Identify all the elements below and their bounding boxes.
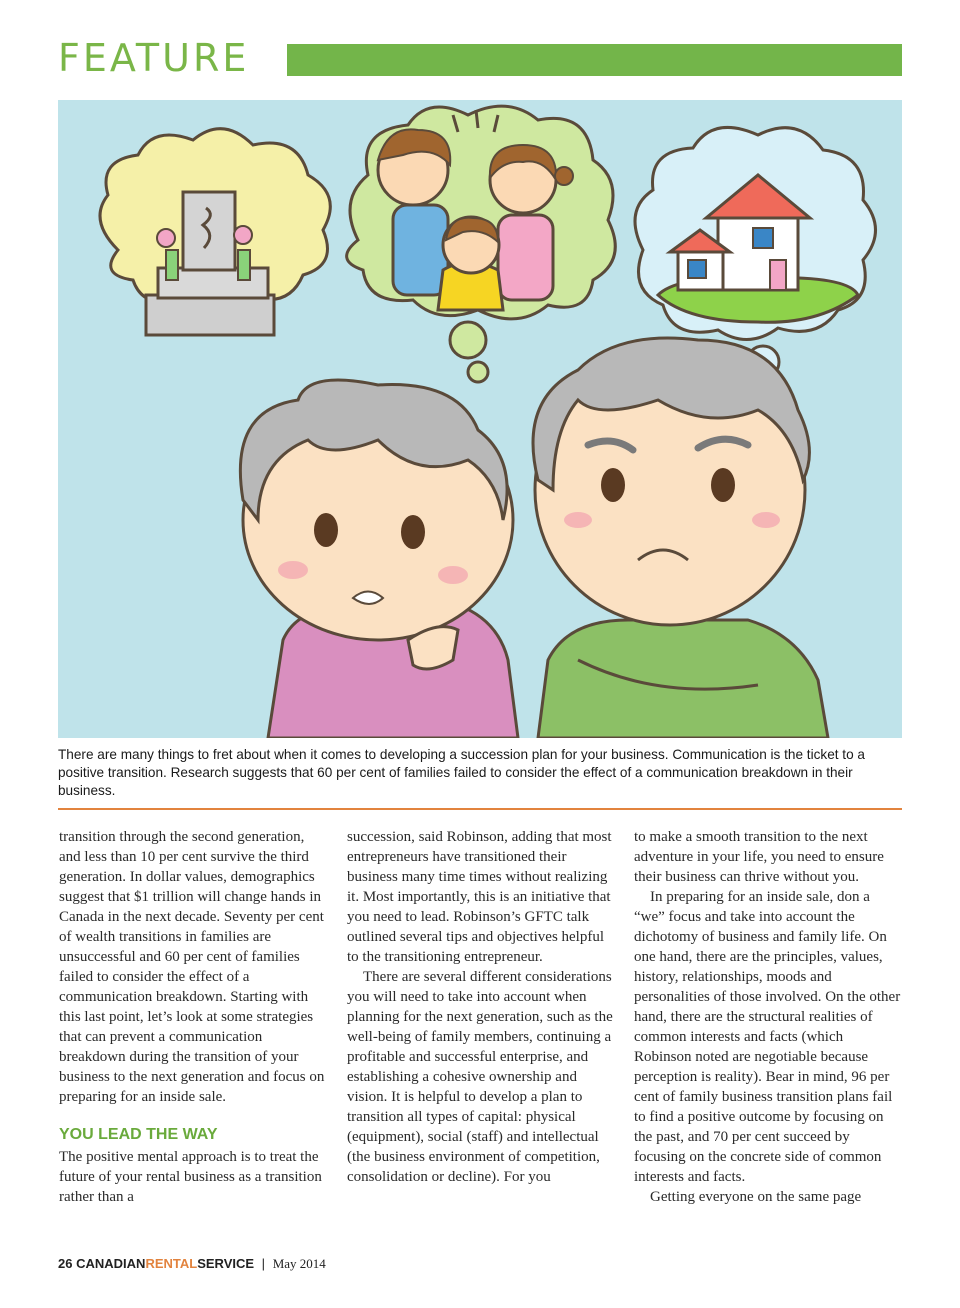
page-number: 26 [58, 1256, 73, 1271]
grandfather-figure [533, 338, 828, 738]
magazine-name-part1: CANADIAN [76, 1256, 146, 1271]
article-paragraph: Getting everyone on the same page [650, 1189, 862, 1205]
article-column-3 [634, 827, 904, 1207]
section-label: FEATURE [58, 36, 250, 80]
illustration-caption: There are many things to fret about when it comes to developing a succession plan for your business. Communication is the ticket to a positive transition. Research suggests that 60 per cent of families failed to consider the effect of a communication breakdown in their business. [58, 747, 865, 798]
caption-divider [58, 808, 902, 810]
article-column-2 [347, 827, 617, 1187]
article-paragraph: In preparing for an inside sale, don a “we” focus and take into account the dichotomy of business and family life. On one hand, there are the principles, values, history, relationships, moods and personalities of those involved. On the other hand, there are the structural realities of common interests and facts (which Robinson noted are negotiable because perception is reality). Bear in mind, 96 per cent of family business transition plans fail to find a positive outcome by focusing on the past, and 70 per cent succeed by focusing on the concrete side of common interests and facts. [634, 889, 901, 1185]
article-paragraph: There are several different considerations you will need to take into account when planning for the next generation, such as the well-being of family members, continuing a profitable and successful enterprise, and establishing a cohesive ownership and vision. It is helpful to develop a plan to transition all types of capital: physical (equipment), social (staff) and intellectual (the business environment of competition, consolidation or decline). For you [347, 969, 613, 1185]
magazine-name-part3: SERVICE [197, 1256, 255, 1271]
header-accent-bar [287, 44, 902, 76]
article-paragraph: transition through the second generation, and less than 10 per cent survive the third generation. In dollar values, demographics suggest that $1 trillion will change hands in Canada in the next decade. Seventy per cent of wealth transitions in families are unsuccessful and 60 per cent of families failed to consider the effect of a communication breakdown. Starting with this last point, let’s look at some strategies that can prevent a communication breakdown during the transition of your business to the next generation and focus on preparing for an inside sale. [59, 829, 325, 1105]
magazine-name-part2: RENTAL [145, 1256, 198, 1271]
article-column-1 [59, 827, 329, 1207]
issue-date: May 2014 [272, 1256, 326, 1271]
article-paragraph: succession, said Robinson, adding that most entrepreneurs have transitioned their business many time times without realizing it. Most importantly, this is an initiative that you need to lead. Robinson’s GFTC talk outlined several tips and objectives helpful to the transitioning entrepreneur. [347, 829, 612, 965]
section-subhead: YOU LEAD THE WAY [59, 1126, 218, 1143]
article-paragraph: to make a smooth transition to the next adventure in your life, you need to ensure their business can thrive without you. [634, 829, 884, 885]
article-paragraph: The positive mental approach is to treat the future of your rental business as a transition rather than a [59, 1149, 322, 1205]
footer-separator: | [261, 1256, 266, 1271]
page-footer [58, 1256, 326, 1272]
grandmother-figure [240, 380, 518, 738]
illustration [58, 100, 902, 738]
